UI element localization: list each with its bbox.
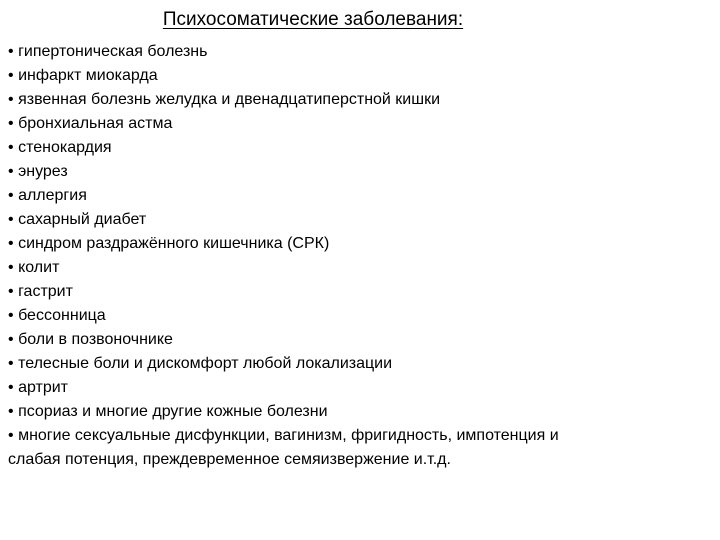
list-item [8, 328, 708, 352]
list-item-text: гастрит [18, 283, 73, 300]
list-item [8, 208, 708, 232]
list-item-text: стенокардия [18, 139, 112, 156]
list-item-text: сахарный диабет [18, 211, 147, 228]
bullet-icon: • [8, 235, 14, 252]
bullet-icon: • [8, 427, 14, 444]
list-item [8, 64, 708, 88]
list-item-text: бессонница [18, 307, 106, 324]
list-item [8, 280, 708, 304]
bullet-icon: • [8, 67, 14, 84]
list-item [8, 400, 708, 424]
list-item [8, 184, 708, 208]
list-item-text: колит [18, 259, 60, 276]
disease-list [8, 40, 708, 472]
bullet-icon: • [8, 115, 14, 132]
list-item [8, 232, 708, 256]
bullet-icon: • [8, 331, 14, 348]
list-item [8, 352, 708, 376]
bullet-icon: • [8, 259, 14, 276]
bullet-icon: • [8, 379, 14, 396]
bullet-icon: • [8, 355, 14, 372]
bullet-icon: • [8, 211, 14, 228]
list-item [8, 40, 708, 64]
list-item-text: синдром раздражённого кишечника (СРК) [18, 235, 330, 252]
bullet-icon: • [8, 43, 14, 60]
list-item [8, 376, 708, 400]
list-item-text: язвенная болезнь желудка и двенадцатиперстной кишки [18, 91, 441, 108]
list-item [8, 136, 708, 160]
list-item [8, 88, 708, 112]
list-item [8, 160, 708, 184]
bullet-icon: • [8, 283, 14, 300]
bullet-icon: • [8, 187, 14, 204]
list-item [8, 304, 708, 328]
slide-title: Психосоматические заболевания: [162, 9, 464, 30]
bullet-icon: • [8, 139, 14, 156]
list-item-text: телесные боли и дискомфорт любой локализации [18, 355, 393, 372]
bullet-icon: • [8, 307, 14, 324]
list-item-text: аллергия [18, 187, 87, 204]
list-item-text: инфаркт миокарда [18, 67, 158, 84]
list-item-text: гипертоническая болезнь [18, 43, 208, 60]
list-item-text: боли в позвоночнике [18, 331, 173, 348]
bullet-icon: • [8, 91, 14, 108]
list-item-text: артрит [18, 379, 68, 396]
list-item [8, 112, 708, 136]
list-item [8, 256, 708, 280]
list-item-text: энурез [18, 163, 68, 180]
list-item-text: многие сексуальные дисфункции, вагинизм, фригидность, импотенция и слабая потенция, преждевременное семяизвержение и.т.д. [8, 427, 559, 468]
list-item-text: бронхиальная астма [18, 115, 173, 132]
list-item [8, 424, 608, 472]
list-item-text: псориаз и многие другие кожные болезни [18, 403, 328, 420]
bullet-icon: • [8, 403, 14, 420]
bullet-icon: • [8, 163, 14, 180]
